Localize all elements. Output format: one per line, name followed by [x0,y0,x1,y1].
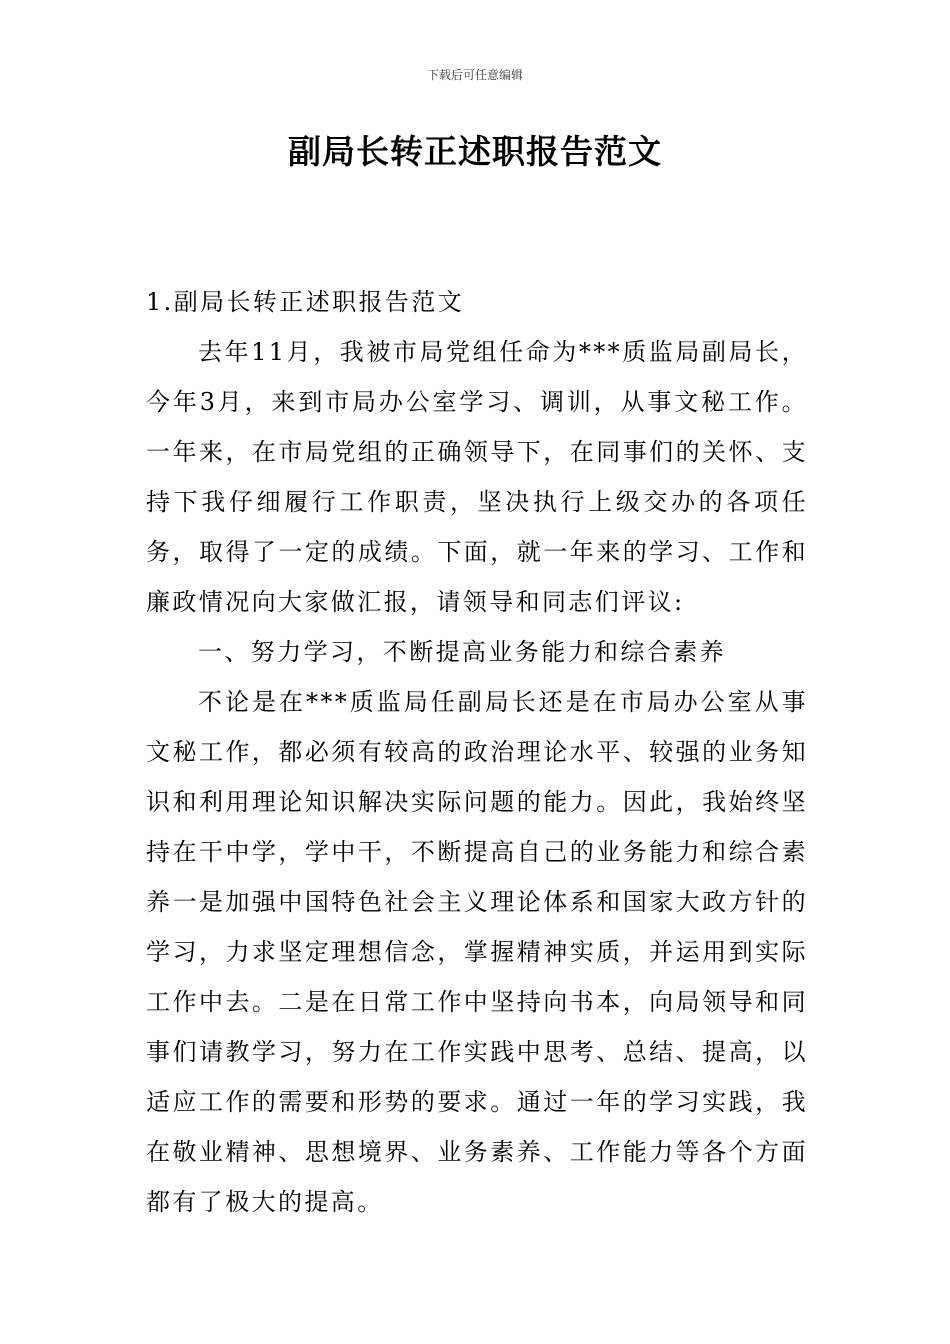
paragraph-subheading: 一、努力学习，不断提高业务能力和综合素养 [198,638,726,666]
document-title: 副局长转正述职报告范文 [288,132,662,171]
paragraph-intro: 去年11月，我被市局党组任命为***质监局副局长，今年3月，来到市局办公室学习、调训，从事文秘工作。一年来，在市局党组的正确领导下，在同事们的关怀、支持下我仔细履行工作职责，坚决执行上级交办的各项任务，取得了一定的成绩。下面，就一年来的学习、工作和廉政情况向大家做汇报，请领导和同志们评议: [146,338,808,616]
document-body [146,277,808,1227]
header-note: 下载后可任意编辑 [426,68,523,82]
section-heading: 1.副局长转正述职报告范文 [146,288,465,316]
paragraph-study: 不论是在***质监局任副局长还是在市局办公室从事文秘工作，都必须有较高的政治理论水平、较强的业务知识和利用理论知识解决实际问题的能力。因此，我始终坚持在干中学，学中干，不断提高自己的业务能力和综合素养一是加强中国特色社会主义理论体系和国家大政方针的学习，力求坚定理想信念，掌握精神实质，并运用到实际工作中去。二是在日常工作中坚持向书本，向局领导和同事们请教学习，努力在工作实践中思考、总结、提高，以适应工作的需要和形势的要求。通过一年的学习实践，我在敬业精神、思想境界、业务素养、工作能力等各个方面都有了极大的提高。 [146,688,808,1216]
